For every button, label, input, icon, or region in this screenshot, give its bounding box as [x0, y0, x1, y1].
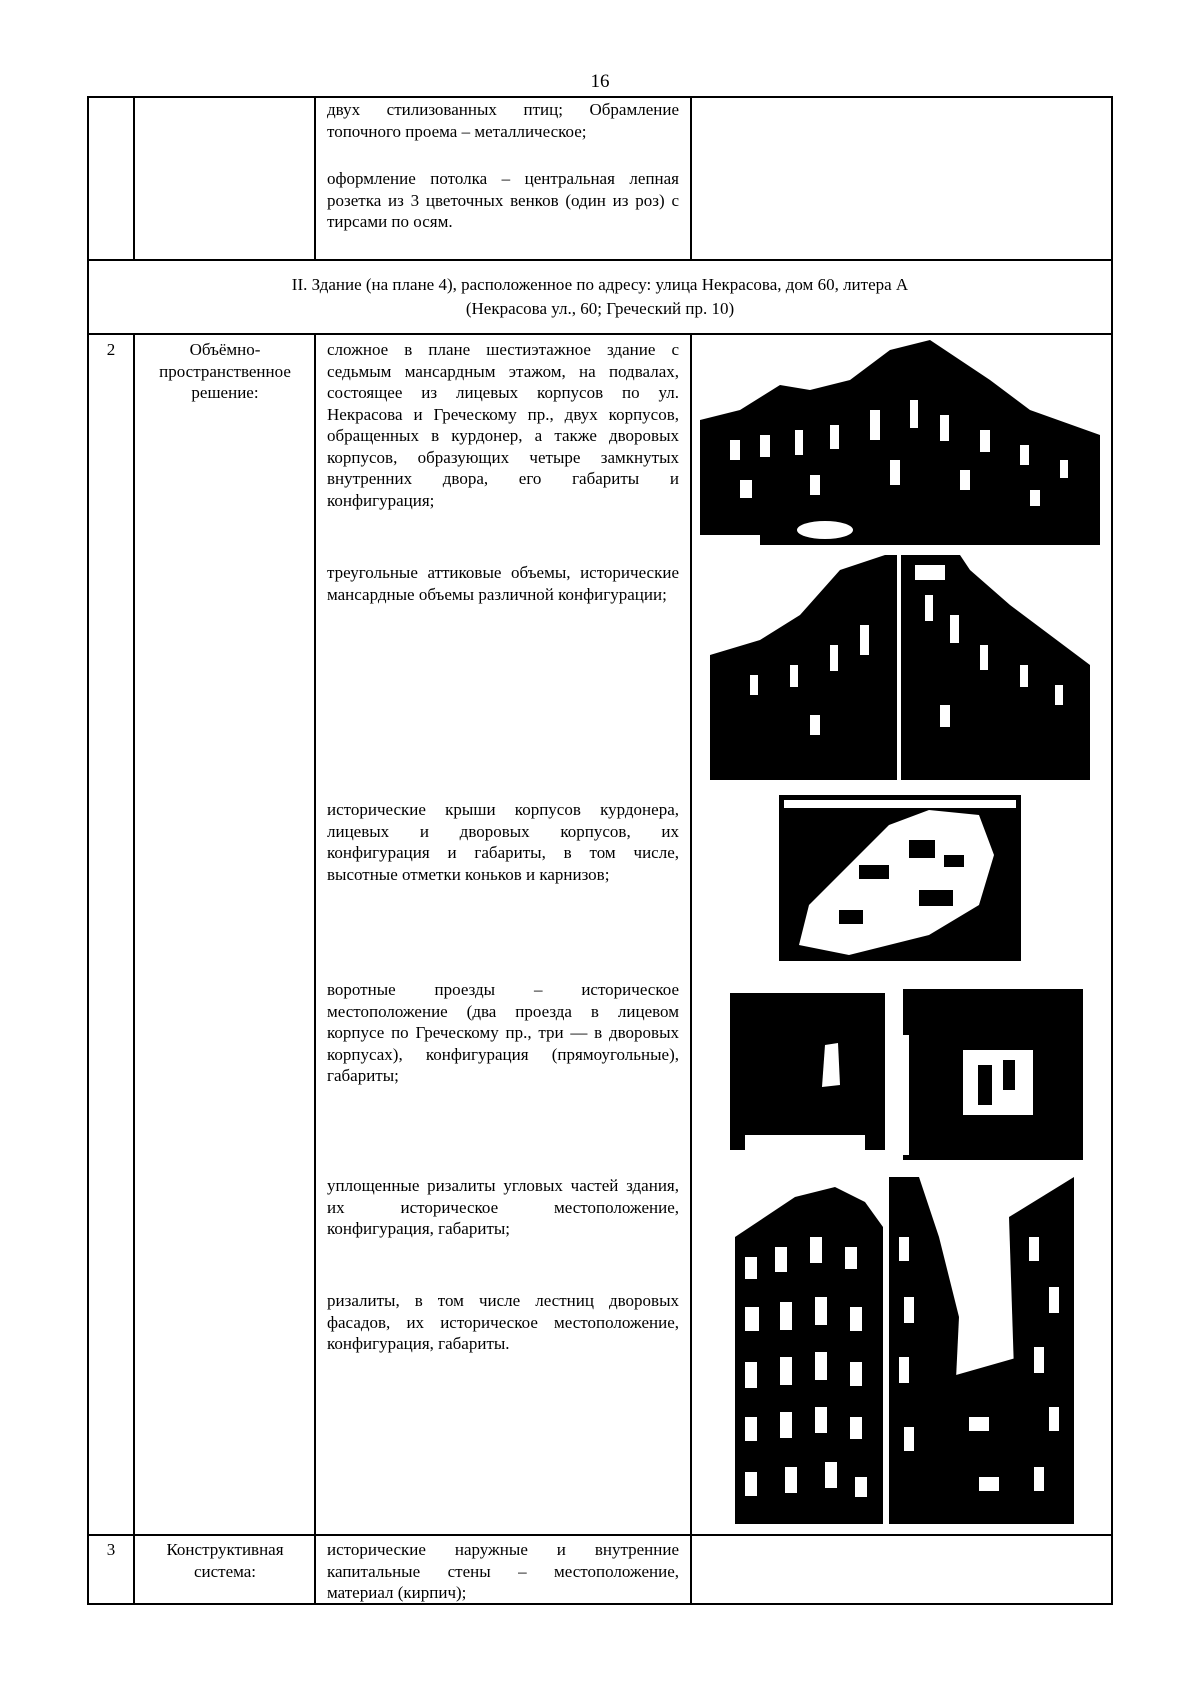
- top-row-paragraph: оформление потолка – центральная лепная розетка из 3 цветочных венков (один из роз) с тирсами по осям.: [327, 169, 679, 231]
- roofs-aerial-photo: [779, 795, 1021, 961]
- row-subject: Конструктивная система:: [166, 1540, 284, 1581]
- section-heading-line: II. Здание (на плане 4), расположенное по адресу: улица Некрасова, дом 60, литера А: [291, 275, 909, 294]
- row-paragraph: сложное в плане шестиэтажное здание с седьмым мансардным этажом, на подвалах, состоящее из лицевых корпусов по ул. Некрасова и Греческому пр., двух корпусов, обращенных в курдонер, а также дворовых корпусов, образующих четыре замкнутых внутренних двора, его габариты и конфигурация;: [327, 340, 679, 510]
- section-heading-line: (Некрасова ул., 60; Греческий пр. 10): [465, 299, 735, 318]
- gate-passage-photo: [730, 985, 885, 1150]
- attic-mansard-photo: [710, 555, 1090, 780]
- corner-risalits-photo: [735, 1177, 883, 1524]
- row-paragraph: воротные проезды – историческое местоположение (два проезда в лицевом корпусе по Греческому пр., три — в дворовых корпусах), конфигурация (прямоугольные), габариты;: [327, 980, 679, 1085]
- top-row-paragraph: двух стилизованных птиц; Обрамление топочного проема – металлическое;: [327, 100, 679, 141]
- page-number: 16: [590, 71, 610, 92]
- building-facade-photo: [700, 340, 1100, 545]
- row-number: 3: [106, 1540, 116, 1559]
- row-paragraph: исторические наружные и внутренние капитальные стены – местоположение, материал (кирпич);: [327, 1540, 679, 1602]
- row-paragraph: исторические крыши корпусов курдонера, лицевых и дворовых корпусов, их конфигурация и габариты, в том числе, высотные отметки коньков и карнизов;: [327, 800, 679, 884]
- section-heading: [89, 273, 1111, 321]
- row-paragraph: уплощенные ризалиты угловых частей здания, их историческое местоположение, конфигурация, габариты;: [327, 1176, 679, 1238]
- row-paragraph: ризалиты, в том числе лестниц дворовых фасадов, их историческое местоположение, конфигурация, габариты.: [327, 1291, 679, 1353]
- row-number: 2: [106, 340, 116, 359]
- courtyard-gate-photo: [903, 975, 1083, 1160]
- courtyard-facades-photo: [889, 1177, 1074, 1524]
- row-subject: Объёмно-пространственное решение:: [159, 340, 291, 402]
- row-paragraph: треугольные аттиковые объемы, исторические мансардные объемы различной конфигурации;: [327, 563, 679, 604]
